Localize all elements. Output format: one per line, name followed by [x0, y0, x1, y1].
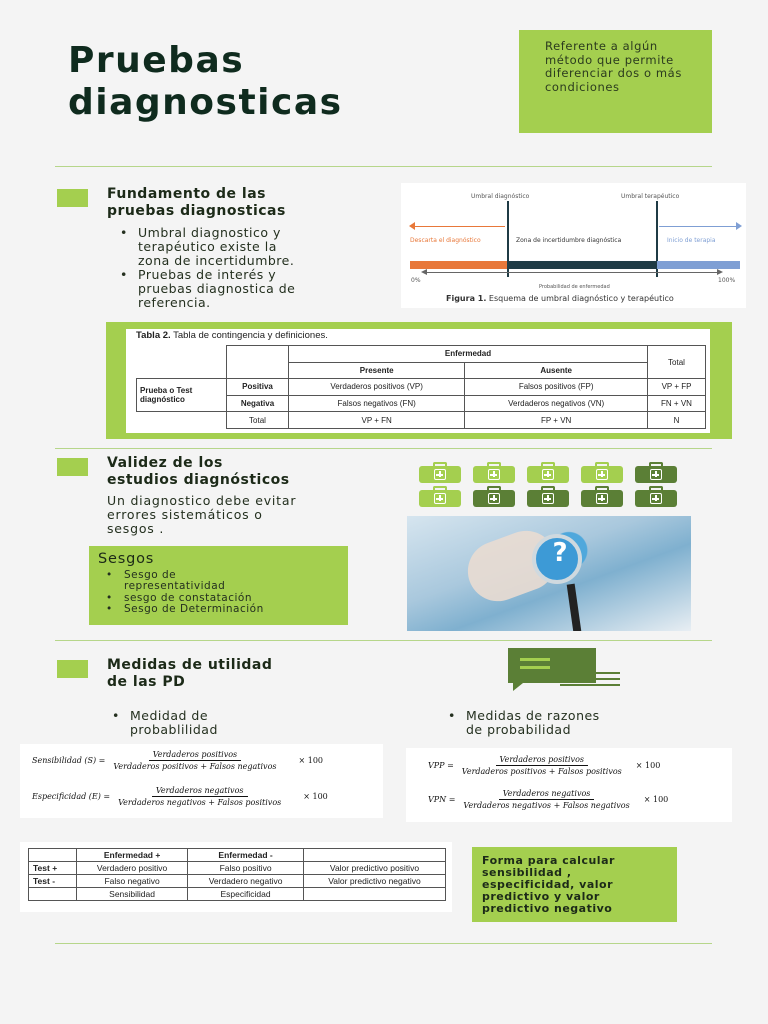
sesgo-item	[124, 604, 264, 615]
zona-label: Zona de incertidumbre diagnóstica	[516, 237, 622, 244]
kit-handle	[433, 462, 447, 467]
section1-heading	[107, 186, 286, 220]
kit-cross	[488, 469, 500, 480]
sesgo-line: • Sesgo de Determinación	[124, 602, 264, 615]
section1-heading-line-1: Fundamento de las	[107, 186, 266, 202]
bullet-line: • Umbral diagnostico y	[138, 225, 281, 240]
axis-right-head-icon	[717, 269, 723, 275]
row-total: Total	[227, 412, 289, 429]
section-marker	[57, 189, 88, 207]
cell-fpvn: FP + VN	[465, 412, 648, 429]
chat-deco-line	[560, 678, 620, 680]
sesgos-list	[124, 570, 264, 615]
header-total: Total	[648, 346, 706, 379]
kit-cross	[596, 493, 608, 504]
cell-falso-negativo: Falso negativo	[77, 875, 188, 888]
header-presente: Presente	[289, 362, 465, 379]
sesgo-item	[124, 570, 264, 593]
row-test-neg: Test -	[29, 875, 77, 888]
formula-note-text: Forma para calcular sensibilidad , especificidad, valor predictivo y valor predictivo negativo	[482, 854, 615, 915]
kit-handle	[541, 462, 555, 467]
bullet-item	[130, 709, 218, 737]
left-arrow-line	[411, 226, 505, 227]
first-aid-kit-icon	[581, 466, 623, 483]
probability-axis	[427, 272, 717, 273]
kit-cross	[542, 493, 554, 504]
kit-cross	[542, 469, 554, 480]
divider	[55, 640, 712, 641]
title-line-1: Pruebas	[68, 40, 245, 81]
table-2-caption	[126, 329, 710, 341]
chat-deco-line	[560, 672, 620, 674]
bullet-line: • Medidad de	[130, 708, 209, 723]
summary-table	[28, 848, 446, 901]
formula-label: Especificidad (E) =	[32, 792, 111, 801]
bullet-item	[138, 268, 378, 310]
sesgos-box	[89, 546, 348, 625]
right-arrow-line	[659, 226, 737, 227]
caption-text: Esquema de umbral diagnóstico y terapéutico	[488, 294, 674, 303]
kit-handle	[595, 486, 609, 491]
summary-table-panel	[20, 842, 452, 912]
bullet-item	[466, 709, 600, 737]
vpp-vpn-formulas	[406, 748, 732, 822]
bullet-line: • Pruebas de interés y	[138, 267, 277, 282]
question-mark-icon: ?	[552, 538, 568, 568]
bar-blue	[657, 261, 740, 269]
chat-deco-line	[560, 684, 620, 686]
bar-orange	[410, 261, 507, 269]
kit-cross	[596, 469, 608, 480]
axis-left-head-icon	[421, 269, 427, 275]
formula-label: VPN =	[428, 795, 456, 804]
sens-spec-formulas	[20, 744, 383, 818]
fraction	[459, 789, 633, 810]
chat-line	[520, 658, 550, 661]
cell-vp: Verdaderos positivos (VP)	[289, 379, 465, 396]
caption-text: Tabla de contingencia y definiciones.	[173, 330, 328, 341]
sesgo-line: representatividad	[124, 580, 226, 593]
divider	[55, 448, 712, 449]
section-marker	[57, 458, 88, 476]
section3-heading	[107, 657, 272, 691]
times-100: × 100	[635, 761, 661, 770]
cell-sensibilidad: Sensibilidad	[77, 888, 188, 901]
numerator: Verdaderos positivos	[496, 755, 588, 766]
cell-fp: Falsos positivos (FP)	[465, 379, 648, 396]
first-aid-kit-icon	[527, 490, 569, 507]
section1-bullets	[138, 226, 378, 310]
first-aid-kit-icon	[635, 466, 677, 483]
denominator: Verdaderos positivos + Falsos negativos	[113, 762, 277, 771]
header-enfermedad-neg: Enfermedad -	[188, 849, 304, 862]
denominator: Verdaderos negativos + Falsos negativos	[463, 801, 630, 810]
first-aid-kit-icon	[419, 466, 461, 483]
definition-box	[519, 30, 712, 133]
kit-handle	[649, 462, 663, 467]
section3-heading-line-1: Medidas de utilidad	[107, 657, 273, 673]
times-100: × 100	[298, 756, 324, 765]
row-header-prueba: Prueba o Test diagnóstico	[137, 379, 227, 412]
first-aid-kit-icon	[419, 490, 461, 507]
vpp-formula	[428, 755, 660, 776]
bullet-line: de probabilidad	[466, 722, 572, 737]
bullet-line: terapéutico existe la	[138, 239, 277, 254]
figure-1-caption	[446, 294, 674, 303]
section2-heading-line-2: estudios diagnósticos	[107, 472, 290, 488]
bullet-line: probablilidad	[130, 722, 218, 737]
section2-heading	[107, 455, 290, 489]
inicio-label: Inicio de terapia	[667, 237, 716, 244]
header-ausente: Ausente	[465, 362, 648, 379]
cell-verdadero-positivo: Verdadero positivo	[77, 862, 188, 875]
fraction	[458, 755, 626, 776]
cell-fn: Falsos negativos (FN)	[289, 395, 465, 412]
bullet-item	[138, 226, 378, 268]
cell-n: N	[648, 412, 706, 429]
vpn-formula	[428, 789, 668, 810]
divider	[55, 943, 712, 944]
page-title	[68, 40, 508, 124]
pct-0-label: 0%	[411, 277, 421, 284]
formula-note-box	[472, 847, 677, 922]
first-aid-kit-icon	[635, 490, 677, 507]
left-measures-bullet	[130, 709, 218, 737]
definition-text: Referente a algún método que permite diferenciar dos o más condiciones	[545, 39, 682, 94]
kit-handle	[541, 486, 555, 491]
kit-cross	[434, 493, 446, 504]
right-arrow-head-icon	[736, 222, 742, 230]
cell-falso-positivo: Falso positivo	[188, 862, 304, 875]
first-aid-kit-icon	[473, 490, 515, 507]
title-line-2: diagnosticas	[68, 82, 343, 123]
divider	[55, 166, 712, 167]
first-aid-kit-icon	[581, 490, 623, 507]
cell-vpn: Valor predictivo negativo	[303, 875, 445, 888]
table-2	[126, 329, 710, 433]
cell-vpp: Valor predictivo positivo	[303, 862, 445, 875]
chat-line	[520, 666, 550, 669]
text-line: errores sistemáticos o	[107, 507, 263, 522]
section1-heading-line-2: pruebas diagnosticas	[107, 203, 286, 219]
text-line: Un diagnostico debe evitar	[107, 493, 297, 508]
denominator: Verdaderos positivos + Falsos positivos	[461, 767, 622, 776]
kit-cross	[488, 493, 500, 504]
numerator: Verdaderos negativos	[152, 786, 248, 797]
fraction	[109, 750, 280, 771]
cell-vn: Verdaderos negativos (VN)	[465, 395, 648, 412]
kit-handle	[487, 486, 501, 491]
text-line: sesgos .	[107, 521, 165, 536]
row-test-pos: Test +	[29, 862, 77, 875]
probabilidad-label: Probabilidad de enfermedad	[539, 284, 610, 290]
formula-label: VPP =	[428, 761, 454, 770]
kit-handle	[595, 462, 609, 467]
kit-handle	[433, 486, 447, 491]
magnifier-handle	[567, 584, 582, 631]
row-negativa: Negativa	[227, 395, 289, 412]
umbral-diagnostico-label: Umbral diagnóstico	[471, 193, 530, 200]
bullet-line: referencia.	[138, 295, 211, 310]
right-measures-bullet	[466, 709, 600, 737]
contingency-table	[136, 345, 706, 429]
kit-cross	[434, 469, 446, 480]
sensitivity-formula	[32, 750, 323, 771]
cell-empty	[303, 888, 445, 901]
header-enfermedad: Enfermedad	[289, 346, 648, 363]
numerator: Verdaderos positivos	[149, 750, 241, 761]
kit-handle	[649, 486, 663, 491]
bullet-line: • Medidas de razones	[466, 708, 600, 723]
cell-vpfn: VP + FN	[289, 412, 465, 429]
descarta-label: Descarta el diagnóstico	[410, 237, 481, 244]
umbral-terapeutico-label: Umbral terapéutico	[621, 193, 680, 200]
fraction	[114, 786, 285, 807]
kit-cross	[650, 493, 662, 504]
times-100: × 100	[303, 792, 328, 801]
section-marker	[57, 660, 88, 678]
denominator: Verdaderos negativos + Falsos positivos	[118, 798, 282, 807]
specificity-formula	[32, 786, 328, 807]
times-100: × 100	[643, 795, 669, 804]
chat-bubble-tail	[513, 683, 523, 691]
cell-especificidad: Especificidad	[188, 888, 304, 901]
figure-1-threshold-diagram	[401, 183, 746, 308]
caption-bold: Tabla 2.	[136, 330, 171, 341]
numerator: Verdaderos negativos	[499, 789, 595, 800]
cell-empty	[29, 888, 77, 901]
magnifier-question-photo	[407, 516, 691, 631]
sesgo-line: • sesgo de constatación	[124, 591, 252, 604]
section2-heading-line-1: Validez de los	[107, 455, 223, 471]
kit-cross	[650, 469, 662, 480]
bullet-line: pruebas diagnostica de	[138, 281, 296, 296]
cell-fnvn: FN + VN	[648, 395, 706, 412]
section2-text	[107, 494, 296, 536]
left-arrow-head-icon	[409, 222, 415, 230]
header-enfermedad-pos: Enfermedad +	[77, 849, 188, 862]
sesgos-title: Sesgos	[98, 551, 155, 567]
first-aid-kit-icon	[527, 466, 569, 483]
bullet-line: zona de incertidumbre.	[138, 253, 295, 268]
row-positiva: Positiva	[227, 379, 289, 396]
bar-dark	[507, 261, 657, 269]
pct-100-label: 100%	[718, 277, 736, 284]
formula-label: Sensibilidad (S) =	[32, 756, 106, 765]
cell-vpfp: VP + FP	[648, 379, 706, 396]
caption-bold: Figura 1.	[446, 294, 487, 303]
sesgo-line: • Sesgo de	[124, 569, 177, 581]
first-aid-kit-icon	[473, 466, 515, 483]
kit-handle	[487, 462, 501, 467]
section3-heading-line-2: de las PD	[107, 674, 186, 690]
cell-verdadero-negativo: Verdadero negativo	[188, 875, 304, 888]
